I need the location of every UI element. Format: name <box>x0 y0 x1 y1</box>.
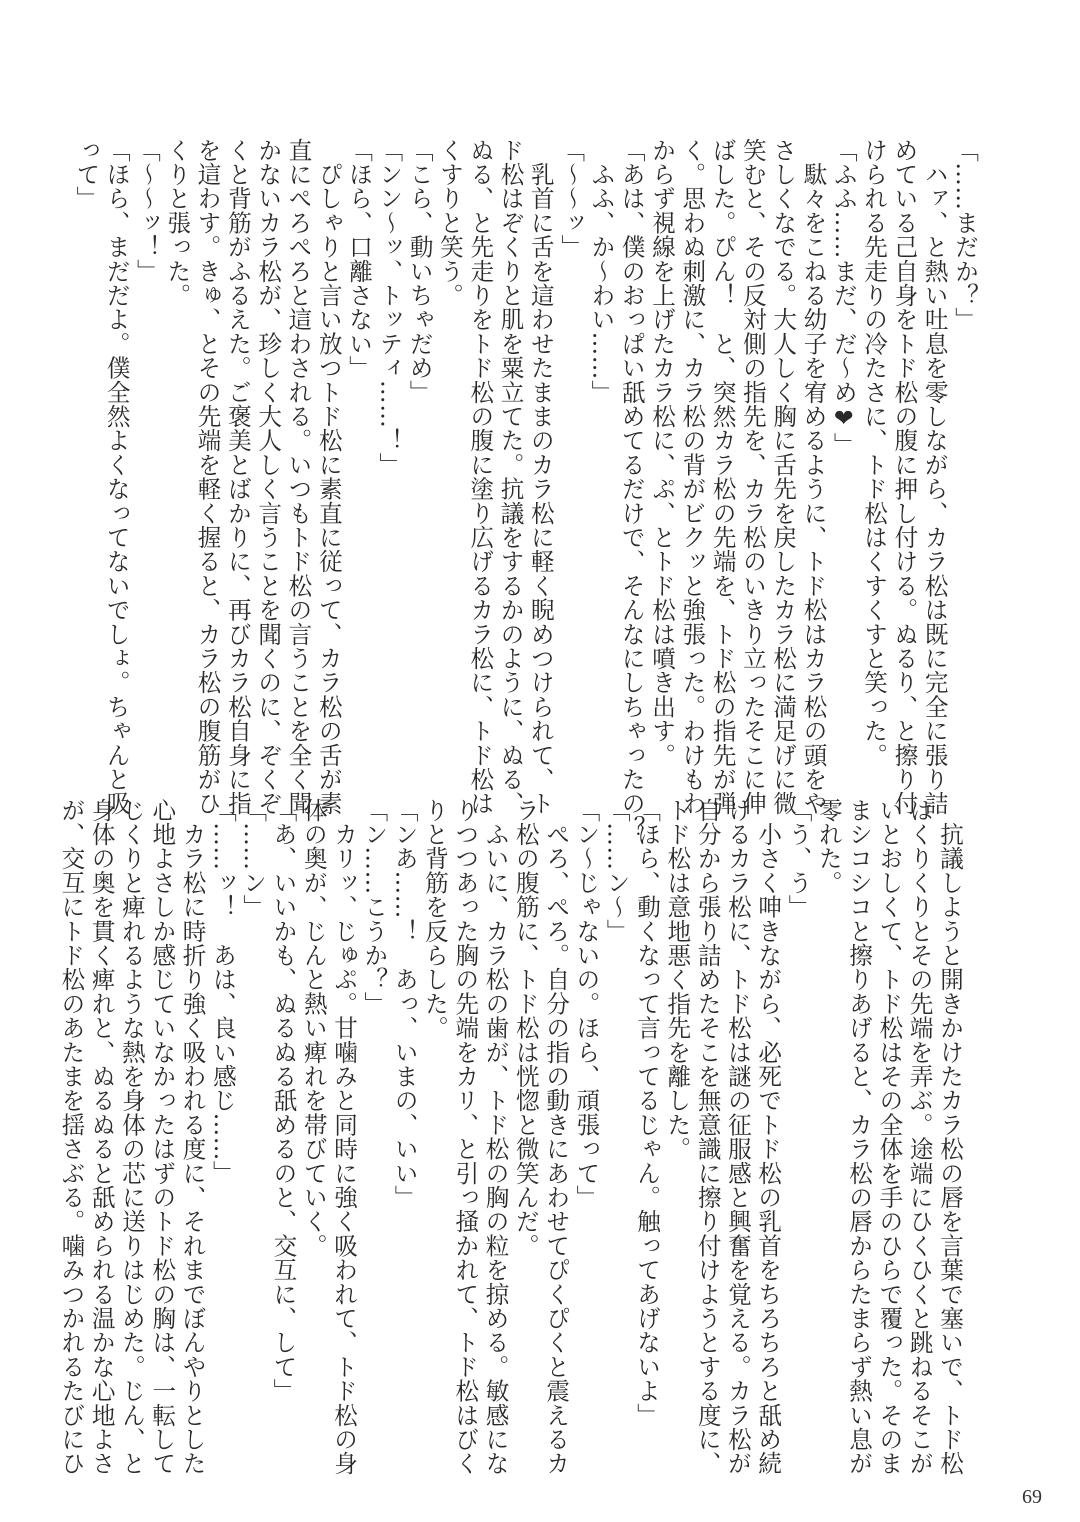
text-line: 乳首に舌を這わせたままのカラ松に軽く睨めつけられて、ト <box>526 138 555 816</box>
text-line: さしくなでる。大人しく胸に舌先を戻したカラ松に満足げに微 <box>769 138 798 816</box>
text-line: 「～～ッ！」 <box>132 138 161 284</box>
text-line: くすりと笑う。 <box>435 138 464 308</box>
text-line: めている己自身をトド松の腹に押し付ける。ぬるり、と擦り付 <box>890 138 919 816</box>
text-block-bottom <box>56 798 965 1476</box>
text-line: トド松は意地悪く指先を離した。 <box>663 798 692 1161</box>
text-line: 小さく呻きながら、必死でトド松の乳首をちろちろと舐め続 <box>754 798 783 1476</box>
text-line: が、交互にトド松のあたまを揺さぶる。噛みつかれるたびにひ <box>57 798 86 1476</box>
text-line: 「ンあ……！ あっ、いまの、いい」 <box>390 798 419 1210</box>
text-line: ふふ、か～わい……」 <box>587 138 616 405</box>
text-line: かないカラ松が、珍しく大人しく言うことを聞くのに、ぞくぞ <box>254 138 283 816</box>
text-line: 「あ、いいかも、ぬるぬる舐めるのと、交互に、して」 <box>269 798 298 1403</box>
text-line: カラ松に時折り強く吸われる度に、それまでぼんやりとした <box>178 798 207 1476</box>
text-line: 体の奥が、じんと熱い痺れを帯びていく。 <box>299 798 328 1258</box>
text-line: りと背筋を反らした。 <box>420 798 449 1040</box>
text-line: けられる先走りの冷たさに、トド松はくすくすと笑った。 <box>860 138 889 768</box>
text-line: 「ほら、動くなって言ってるじゃん。触ってあげないよ」 <box>633 798 662 1428</box>
text-line: 心地よさしか感じていなかったはずのトド松の胸は、一転して <box>148 798 177 1476</box>
text-line: ぴしゃりと言い放つトド松に素直に従って、カラ松の舌が素 <box>314 138 343 816</box>
text-line: ぺろ、ぺろ。自分の指の動きにあわせてぴくぴくと震えるカ <box>542 798 571 1476</box>
text-line: けるカラ松に、トド松は謎の征服感と興奮を覚える。カラ松が <box>723 798 752 1476</box>
text-line: 抗議しようと開きかけたカラ松の唇を言葉で塞いで、トド松 <box>936 798 964 1476</box>
text-line: ぬる、と先走りをトド松の腹に塗り広げるカラ松に、トド松は <box>466 138 495 816</box>
text-line: カリッ、じゅぷ。甘噛みと同時に強く吸われて、トド松の身 <box>330 798 359 1476</box>
text-line: 「……ン」 <box>239 798 268 919</box>
text-line: って」 <box>72 138 101 211</box>
text-line: 「ふふ……まだ、だ～め❤」 <box>829 138 858 457</box>
text-line: ド松はぞくりと肌を粟立てた。抗議をするかのように、ぬる、 <box>496 138 525 816</box>
text-line: ハァ、と熱い吐息を零しながら、カラ松は既に完全に張り詰 <box>920 138 949 816</box>
text-line: ふいに、カラ松の歯が、トド松の胸の粒を掠める。敏感にな <box>481 798 510 1476</box>
text-line: ラ松の腹筋に、トド松は恍惚と微笑んだ。 <box>511 798 540 1258</box>
text-line: 「あは、僕のおっぱい舐めてるだけで、そんなにしちゃったの？ <box>617 138 646 840</box>
text-line: 「う、う」 <box>784 798 813 919</box>
text-line: 「こら、動いちゃだめ」 <box>405 138 434 405</box>
text-line: 零れた。 <box>814 798 843 895</box>
text-line: からず視線を上げたカラ松に、ぷ、とトド松は噴き出す。 <box>648 138 677 768</box>
text-line: 「～～ッ」 <box>557 138 586 259</box>
text-line: 直にぺろぺろと這わされる。いつもトド松の言うことを全く聞 <box>284 138 313 816</box>
text-line: じくりと痺れるような熱を身体の芯に送りはじめた。じん、と <box>117 798 146 1476</box>
text-line: はくりくりとその先端を弄ぶ。途端にひくひくと跳ねるそこが <box>905 798 934 1476</box>
text-line: 自分から張り詰めたそこを無意識に擦り付けようとする度に、 <box>693 798 722 1476</box>
text-line: 「ン～じゃないの。ほら、頑張って」 <box>572 798 601 1210</box>
text-line: 笑むと、その反対側の指先を、カラ松のいきり立ったそこに伸 <box>738 138 767 816</box>
text-line: まシコシコと擦りあげると、カラ松の唇からたまらず熱い息が <box>845 798 874 1476</box>
text-line: ばした。ぴん！ と、突然カラ松の先端を、トド松の指先が弾 <box>708 138 737 816</box>
page-number: 69 <box>1022 1486 1042 1508</box>
text-line: 「ほら、まだだよ。僕全然よくなってないでしょ。ちゃんと吸 <box>102 138 131 816</box>
text-line: 「……ン～」 <box>602 798 631 944</box>
text-line: くと背筋がふるえた。ご褒美とばかりに、再びカラ松自身に指 <box>223 138 252 816</box>
text-line: く。思わぬ刺激に、カラ松の背がビクッと強張った。わけもわ <box>678 138 707 816</box>
text-block-top <box>71 138 980 840</box>
text-line: いとおしくて、トド松はその全体を手のひらで覆った。そのま <box>875 798 904 1476</box>
text-line: くりと張った。 <box>163 138 192 308</box>
text-line: 「……まだか？」 <box>951 138 979 332</box>
text-line: 駄々をこねる幼子を宥めるように、トド松はカラ松の頭をや <box>799 138 828 816</box>
text-line: 「ほら、口離さない」 <box>345 138 374 380</box>
text-line: 「ン……こうか？」 <box>360 798 389 1016</box>
text-line: を這わす。きゅ、とその先端を軽く握ると、カラ松の腹筋がひ <box>193 138 222 816</box>
text-line: 「ンン～ッ、トッティ……！」 <box>375 138 404 477</box>
text-line: 「……ッ！ あは、良い感じ……」 <box>208 798 237 1186</box>
text-line: りつつあった胸の先端をカリ、と引っ掻かれて、トド松はびく <box>451 798 480 1476</box>
text-line: 身体の奥を貫く痺れと、ぬるぬると舐められる温かな心地よさ <box>87 798 116 1476</box>
